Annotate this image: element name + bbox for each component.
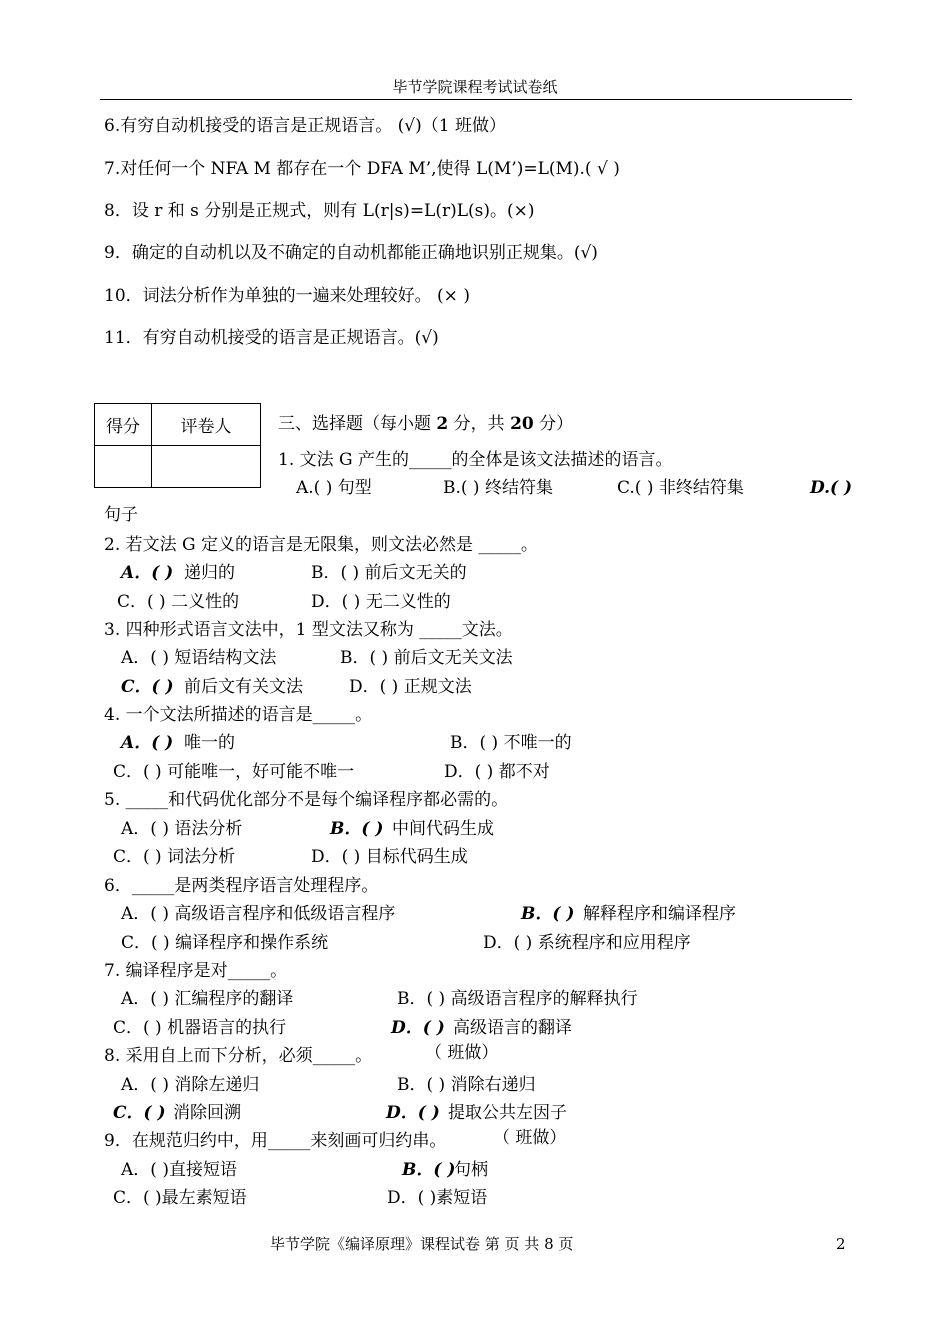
q5-stem: 5. _____和代码优化部分不是每个编译程序都必需的。 xyxy=(104,790,509,810)
section-points: 2 xyxy=(436,414,449,434)
q1-option-b: B.( ) 终结符集 xyxy=(443,478,553,498)
q3-option-d: D．( ) 正规文法 xyxy=(349,677,472,697)
q6-option-c: C．( ) 编译程序和操作系统 xyxy=(121,933,329,953)
q5-option-b-mark: B．( ) xyxy=(330,819,384,839)
tf-item-11: 11．有穷自动机接受的语言是正规语言。(√) xyxy=(104,328,439,348)
q6-option-b-mark: B．( ) xyxy=(521,904,575,924)
header-rule xyxy=(100,99,852,100)
q2-option-d: D．( ) 无二义性的 xyxy=(311,592,451,612)
section-total: 20 xyxy=(510,414,534,434)
q2-option-a-mark: A．( ) xyxy=(121,563,174,583)
q1-option-d-text: 句子 xyxy=(104,505,138,525)
q7-option-c: C．( ) 机器语言的执行 xyxy=(113,1018,287,1038)
page-footer: 毕节学院《编译原理》课程试卷 第 页 共 8 页 xyxy=(270,1235,574,1253)
grader-cell xyxy=(152,446,261,488)
q6-option-d: D．( ) 系统程序和应用程序 xyxy=(483,933,691,953)
q2-stem: 2. 若文法 G 定义的语言是无限集，则文法必然是 _____。 xyxy=(104,535,538,555)
q7-stem: 7. 编译程序是对_____。 xyxy=(104,961,288,981)
q4-option-b: B．( ) 不唯一的 xyxy=(450,733,572,753)
score-cell xyxy=(95,446,152,488)
q3-stem: 3. 四种形式语言文法中，1 型文法又称为 _____文法。 xyxy=(104,620,513,640)
q9-option-c: C．( )最左素短语 xyxy=(113,1188,247,1208)
q6-stem: 6．_____是两类程序语言处理程序。 xyxy=(104,876,379,896)
q5-option-d: D．( ) 目标代码生成 xyxy=(311,847,468,867)
section-title xyxy=(278,416,573,433)
page-number: 2 xyxy=(836,1235,846,1253)
score-box xyxy=(94,403,261,488)
q8-option-c-mark: C．( ) xyxy=(113,1103,166,1123)
q8-note: （ 班做） xyxy=(425,1043,499,1063)
score-label: 得分 xyxy=(95,404,152,446)
q8-option-a: A．( ) 消除左递归 xyxy=(121,1075,260,1095)
q6-option-b-text: 解释程序和编译程序 xyxy=(583,904,736,924)
page-header: 毕节学院课程考试试卷纸 xyxy=(392,78,558,96)
section-title-pre: 三、选择题（每小题 xyxy=(278,414,437,434)
q4-option-c: C．( ) 可能唯一，好可能不唯一 xyxy=(113,762,355,782)
q7-option-a: A．( ) 汇编程序的翻译 xyxy=(121,989,294,1009)
q5-option-a: A．( ) 语法分析 xyxy=(121,819,243,839)
tf-item-8: 8．设 r 和 s 分别是正规式，则有 L(r|s)=L(r)L(s)。(×) xyxy=(104,201,535,221)
q9-option-b-text: 句柄 xyxy=(454,1160,488,1180)
section-title-post: 分） xyxy=(533,414,574,434)
q5-option-b-text: 中间代码生成 xyxy=(392,819,494,839)
q3-option-a: A．( ) 短语结构文法 xyxy=(121,648,277,668)
q3-option-c-text: 前后文有关文法 xyxy=(184,677,303,697)
q7-option-d-mark: D．( ) xyxy=(391,1018,445,1038)
q2-option-c: C．( ) 二义性的 xyxy=(117,592,240,612)
q8-option-d-mark: D．( ) xyxy=(386,1103,440,1123)
q3-option-c-mark: C．( ) xyxy=(121,677,174,697)
q9-option-d: D．( )素短语 xyxy=(387,1188,488,1208)
q8-option-b: B．( ) 消除右递归 xyxy=(397,1075,536,1095)
q1-option-c: C.( ) 非终结符集 xyxy=(617,478,744,498)
section-title-mid: 分，共 xyxy=(448,414,511,434)
q2-option-a-text: 递归的 xyxy=(184,563,235,583)
tf-item-7: 7.对任何一个 NFA M 都存在一个 DFA M’,使得 L(M’)=L(M).( √ ) xyxy=(104,159,620,179)
q1-option-a: A.( ) 句型 xyxy=(296,478,372,498)
tf-item-6: 6.有穷自动机接受的语言是正规语言。 (√)（1 班做） xyxy=(104,116,506,136)
q5-option-c: C．( ) 词法分析 xyxy=(113,847,236,867)
q4-option-a-mark: A．( ) xyxy=(121,733,174,753)
q1-option-d-mark: D.( ) xyxy=(810,478,853,498)
q4-stem: 4. 一个文法所描述的语言是_____。 xyxy=(104,705,373,725)
q2-option-b: B．( ) 前后文无关的 xyxy=(311,563,467,583)
tf-item-9: 9．确定的自动机以及不确定的自动机都能正确地识别正规集。(√) xyxy=(104,243,598,263)
q9-stem: 9．在规范归约中，用_____来刻画可归约串。 xyxy=(104,1131,447,1151)
q8-option-d-text: 提取公共左因子 xyxy=(448,1103,567,1123)
q8-option-c-text: 消除回溯 xyxy=(173,1103,241,1123)
grader-label: 评卷人 xyxy=(152,404,261,446)
q4-option-d: D．( ) 都不对 xyxy=(444,762,550,782)
q7-option-b: B．( ) 高级语言程序的解释执行 xyxy=(397,989,638,1009)
q9-option-b-mark: B．( ) xyxy=(402,1160,456,1180)
q8-stem: 8. 采用自上而下分析，必须_____。 xyxy=(104,1046,373,1066)
q9-note: （ 班做） xyxy=(493,1128,567,1148)
q4-option-a-text: 唯一的 xyxy=(184,733,235,753)
q9-option-a: A．( )直接短语 xyxy=(121,1160,237,1180)
q3-option-b: B．( ) 前后文无关文法 xyxy=(340,648,513,668)
tf-item-10: 10．词法分析作为单独的一遍来处理较好。 (× ) xyxy=(104,286,470,306)
q1-stem: 1. 文法 G 产生的_____的全体是该文法描述的语言。 xyxy=(278,450,673,470)
q6-option-a: A．( ) 高级语言程序和低级语言程序 xyxy=(121,904,396,924)
q7-option-d-text: 高级语言的翻译 xyxy=(453,1018,572,1038)
